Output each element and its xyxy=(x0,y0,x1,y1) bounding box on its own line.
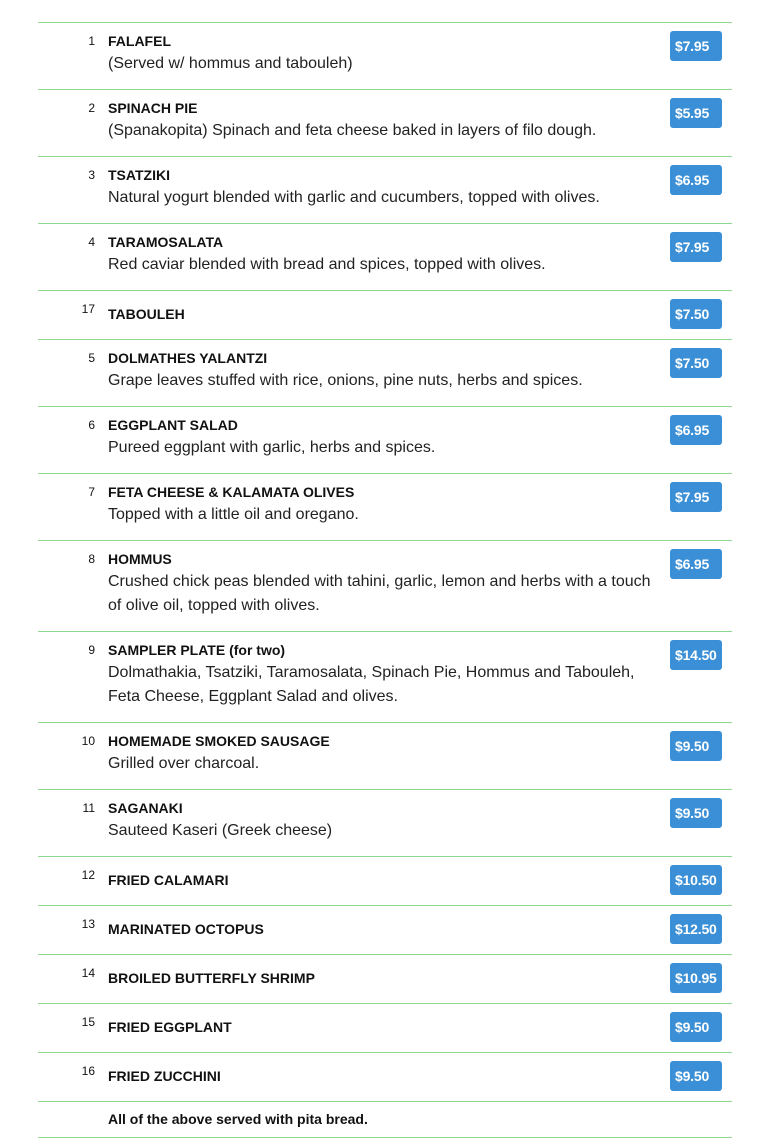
item-body xyxy=(95,90,670,156)
item-number: 2 xyxy=(88,101,95,115)
item-number: 14 xyxy=(81,966,95,980)
price-cell xyxy=(670,90,732,128)
item-title: TARAMOSALATA xyxy=(108,234,224,250)
item-number: 13 xyxy=(81,917,95,931)
menu-item-row xyxy=(38,723,732,790)
price-cell xyxy=(670,1004,732,1042)
menu-item-row xyxy=(38,541,732,632)
item-body xyxy=(95,291,670,339)
item-number: 7 xyxy=(88,485,95,499)
item-title: MARINATED OCTOPUS xyxy=(108,921,264,937)
price-cell xyxy=(670,723,732,761)
item-description: Crushed chick peas blended with tahini, garlic, lemon and herbs with a touch of olive oil, topped with olives. xyxy=(108,573,651,614)
item-number: 10 xyxy=(81,734,95,748)
item-title: DOLMATHES YALANTZI xyxy=(108,350,268,366)
item-title: FETA CHEESE & KALAMATA OLIVES xyxy=(108,484,355,500)
item-description: Grilled over charcoal. xyxy=(108,755,260,772)
item-description: Natural yogurt blended with garlic and cucumbers, topped with olives. xyxy=(108,189,600,206)
item-number: 8 xyxy=(88,552,95,566)
price-cell xyxy=(670,1053,732,1091)
price-button[interactable]: $10.95 xyxy=(670,963,722,993)
price-button[interactable]: $7.95 xyxy=(670,232,722,262)
price-cell xyxy=(670,955,732,993)
menu-rows xyxy=(38,23,732,1102)
price-button[interactable]: $6.95 xyxy=(670,415,722,445)
price-cell xyxy=(670,157,732,195)
item-title: FALAFEL xyxy=(108,33,171,49)
appetizer-menu-table xyxy=(38,22,732,1138)
menu-item-row xyxy=(38,1004,732,1053)
item-title: HOMMUS xyxy=(108,551,172,567)
item-description: Red caviar blended with bread and spices, topped with olives. xyxy=(108,256,546,273)
item-title: SAGANAKI xyxy=(108,800,183,816)
price-button[interactable]: $14.50 xyxy=(670,640,722,670)
menu-item-row xyxy=(38,955,732,1004)
price-cell xyxy=(670,906,732,944)
item-body xyxy=(95,224,670,290)
price-cell xyxy=(670,340,732,378)
menu-item-row xyxy=(38,90,732,157)
price-button[interactable]: $9.50 xyxy=(670,798,722,828)
item-body xyxy=(95,157,670,223)
price-cell xyxy=(670,224,732,262)
price-cell xyxy=(670,541,732,579)
item-title: FRIED ZUCCHINI xyxy=(108,1068,221,1084)
item-body xyxy=(95,541,670,631)
item-body xyxy=(95,955,670,1003)
item-number: 4 xyxy=(88,235,95,249)
price-button[interactable]: $6.95 xyxy=(670,549,722,579)
price-button[interactable]: $9.50 xyxy=(670,1012,722,1042)
price-button[interactable]: $9.50 xyxy=(670,1061,722,1091)
item-number: 12 xyxy=(81,868,95,882)
item-description: Dolmathakia, Tsatziki, Taramosalata, Spinach Pie, Hommus and Tabouleh, Feta Cheese, Eggplant Salad and olives. xyxy=(108,664,635,705)
item-number: 9 xyxy=(88,643,95,657)
menu-item-row xyxy=(38,474,732,541)
price-cell xyxy=(670,23,732,61)
price-cell xyxy=(670,407,732,445)
item-body xyxy=(95,340,670,406)
price-cell xyxy=(670,291,732,329)
item-body xyxy=(95,1004,670,1052)
item-body xyxy=(95,790,670,856)
item-title: TABOULEH xyxy=(108,306,185,322)
item-number: 3 xyxy=(88,168,95,182)
menu-item-row xyxy=(38,224,732,291)
item-number: 1 xyxy=(88,34,95,48)
price-button[interactable]: $9.50 xyxy=(670,731,722,761)
menu-item-row xyxy=(38,1053,732,1102)
item-title: HOMEMADE SMOKED SAUSAGE xyxy=(108,733,330,749)
item-body xyxy=(95,1053,670,1101)
item-description: (Served w/ hommus and tabouleh) xyxy=(108,55,353,72)
item-number: 15 xyxy=(81,1015,95,1029)
item-description: Sauteed Kaseri (Greek cheese) xyxy=(108,822,333,839)
item-number: 16 xyxy=(81,1064,95,1078)
price-button[interactable]: $7.50 xyxy=(670,299,722,329)
item-title: FRIED EGGPLANT xyxy=(108,1019,232,1035)
item-number: 5 xyxy=(88,351,95,365)
item-body xyxy=(95,23,670,89)
price-button[interactable]: $10.50 xyxy=(670,865,722,895)
menu-item-row xyxy=(38,632,732,723)
menu-item-row xyxy=(38,790,732,857)
item-number: 11 xyxy=(82,801,95,815)
item-title: TSATZIKI xyxy=(108,167,170,183)
price-cell xyxy=(670,632,732,670)
menu-item-row xyxy=(38,291,732,340)
item-number: 6 xyxy=(88,418,95,432)
item-body xyxy=(95,723,670,789)
price-button[interactable]: $7.95 xyxy=(670,482,722,512)
price-button[interactable]: $6.95 xyxy=(670,165,722,195)
menu-item-row xyxy=(38,23,732,90)
menu-item-row xyxy=(38,340,732,407)
item-number: 17 xyxy=(81,302,95,316)
item-title: FRIED CALAMARI xyxy=(108,872,229,888)
item-description: Topped with a little oil and oregano. xyxy=(108,506,359,523)
item-description: Grape leaves stuffed with rice, onions, pine nuts, herbs and spices. xyxy=(108,372,583,389)
item-body xyxy=(95,474,670,540)
price-button[interactable]: $12.50 xyxy=(670,914,722,944)
menu-item-row xyxy=(38,407,732,474)
item-title: SAMPLER PLATE (for two) xyxy=(108,642,286,658)
price-cell xyxy=(670,790,732,828)
item-description: Pureed eggplant with garlic, herbs and spices. xyxy=(108,439,436,456)
menu-footer-row xyxy=(38,1102,732,1138)
price-button[interactable]: $7.50 xyxy=(670,348,722,378)
item-description: (Spanakopita) Spinach and feta cheese baked in layers of filo dough. xyxy=(108,122,597,139)
item-title: SPINACH PIE xyxy=(108,100,198,116)
item-body xyxy=(95,407,670,473)
price-button[interactable]: $5.95 xyxy=(670,98,722,128)
price-cell xyxy=(670,474,732,512)
footer-note: All of the above served with pita bread. xyxy=(108,1111,368,1127)
item-body xyxy=(95,857,670,905)
item-body xyxy=(95,632,670,722)
menu-item-row xyxy=(38,906,732,955)
price-button[interactable]: $7.95 xyxy=(670,31,722,61)
item-title: BROILED BUTTERFLY SHRIMP xyxy=(108,970,315,986)
item-body xyxy=(95,906,670,954)
menu-item-row xyxy=(38,857,732,906)
price-cell xyxy=(670,857,732,895)
item-title: EGGPLANT SALAD xyxy=(108,417,238,433)
menu-item-row xyxy=(38,157,732,224)
